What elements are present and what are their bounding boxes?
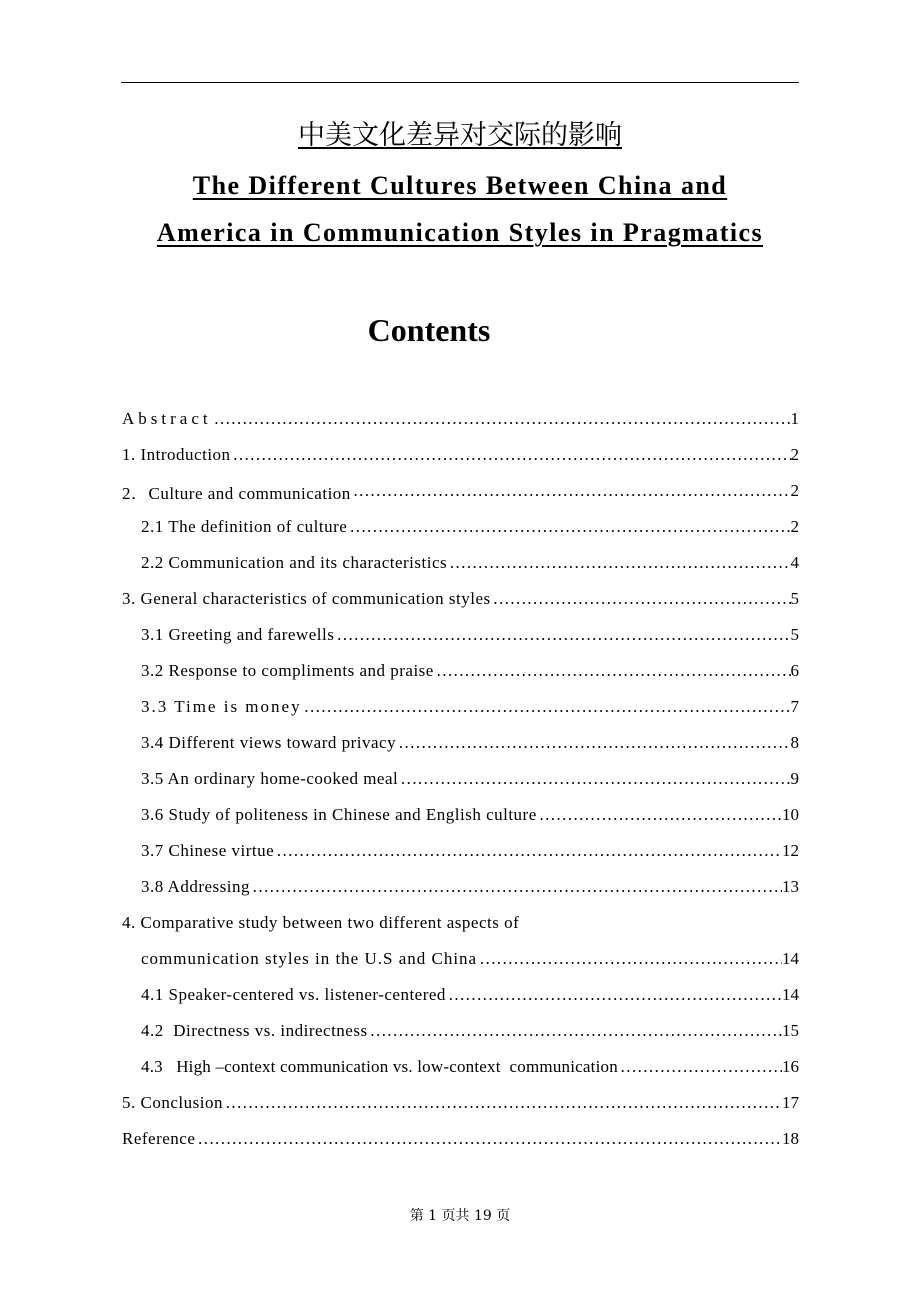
toc-entry-label: 2.2 Communication and its characteristics: [141, 553, 448, 572]
toc-entry-label: 3.7 Chinese virtue: [141, 841, 275, 860]
toc-entry-response-to-compliments[interactable]: [141, 653, 799, 689]
toc-page-number: 4: [790, 553, 799, 572]
toc-page-number: 17: [782, 1093, 799, 1112]
toc-dot-leader: [274, 841, 782, 861]
toc-dot-leader: [396, 733, 790, 753]
toc-entry-views-toward-privacy[interactable]: [141, 725, 799, 761]
toc-entry-label: 2．Culture and communication: [122, 483, 351, 503]
toc-page-number: 8: [790, 733, 799, 752]
contents-heading: Contents: [367, 312, 491, 348]
toc-page-number: 15: [782, 1021, 799, 1040]
toc-dot-leader: [212, 409, 791, 429]
toc-dot-leader: [351, 481, 791, 501]
toc-entry-chinese-virtue[interactable]: [141, 833, 799, 869]
toc-entry-abstract[interactable]: [122, 401, 799, 437]
toc-entry-speaker-vs-listener[interactable]: [141, 977, 799, 1013]
toc-entry-label: communication styles in the U.S and China: [141, 949, 478, 968]
chinese-title-text: 中美文化差异对交际的影响: [298, 120, 622, 151]
toc-dot-leader: [477, 949, 782, 969]
toc-dot-leader: [434, 661, 791, 681]
english-title-line-1: [0, 166, 920, 206]
toc-entry-label: 5. Conclusion: [122, 1093, 223, 1112]
toc-entry-comparative-study[interactable]: [122, 905, 799, 941]
toc-entry-high-vs-low-context[interactable]: [141, 1049, 799, 1085]
toc-dot-leader: [368, 1021, 782, 1041]
toc-page-number: 10: [782, 805, 799, 824]
toc-dot-leader: [618, 1057, 782, 1077]
toc-dot-leader: [398, 769, 790, 789]
chinese-title: [0, 114, 920, 158]
toc-dot-leader: [250, 877, 782, 897]
toc-entry-label: 3.8 Addressing: [141, 877, 250, 896]
english-title-line-1-text: The Different Cultures Between China and: [192, 171, 728, 200]
header-rule: [121, 82, 799, 83]
toc-page-number: 12: [782, 841, 799, 860]
toc-entry-label: 4.3 High –context communication vs. low-context communication: [141, 1057, 618, 1076]
toc-entry-label: 3.1 Greeting and farewells: [141, 625, 335, 644]
toc-entry-label: Reference: [122, 1129, 196, 1148]
toc-entry-communication-characteristics[interactable]: [141, 545, 799, 581]
toc-entry-general-characteristics[interactable]: [122, 581, 799, 617]
toc-dot-leader: [537, 805, 782, 825]
toc-entry-comparative-study-continued[interactable]: [141, 941, 799, 977]
toc-page-number: 2: [790, 481, 799, 500]
toc-entry-label: 3.6 Study of politeness in Chinese and English culture: [141, 805, 537, 824]
toc-page-number: 9: [790, 769, 799, 788]
toc-dot-leader: [334, 625, 790, 645]
toc-entry-study-of-politeness[interactable]: [141, 797, 799, 833]
toc-entry-home-cooked-meal[interactable]: [141, 761, 799, 797]
toc-dot-leader: [223, 1093, 782, 1113]
toc-entry-label: 3.4 Different views toward privacy: [141, 733, 397, 752]
toc-entry-label: 4. Comparative study between two different aspects of: [122, 913, 520, 932]
toc-entry-label: 4.2 Directness vs. indirectness: [141, 1021, 368, 1040]
toc-page-number: 2: [790, 445, 799, 464]
toc-page-number: 2: [790, 517, 799, 536]
toc-dot-leader: [446, 985, 782, 1005]
english-title-line-2-text: America in Communication Styles in Pragmatics: [156, 218, 764, 247]
toc-entry-label: 3.5 An ordinary home-cooked meal: [141, 769, 399, 788]
toc-page-number: 1: [790, 409, 799, 428]
toc-entry-addressing[interactable]: [141, 869, 799, 905]
toc-page-number: 5: [790, 625, 799, 644]
toc-page-number: 13: [782, 877, 799, 896]
toc-entry-greeting-and-farewells[interactable]: [141, 617, 799, 653]
toc-dot-leader: [302, 697, 791, 717]
toc-entry-definition-of-culture[interactable]: [141, 509, 799, 545]
toc-page-number: 6: [790, 661, 799, 680]
toc-page-number: 14: [782, 985, 799, 1004]
toc-entry-label: 3.2 Response to compliments and praise: [141, 661, 434, 680]
toc-dot-leader: [447, 553, 790, 573]
toc-entry-label: 4.1 Speaker-centered vs. listener-centered: [141, 985, 446, 1004]
toc-entry-label: 3.3 Time is money: [141, 697, 302, 716]
toc-entry-label: 3. General characteristics of communication styles: [122, 589, 491, 608]
page-footer: 第 1 页共 19 页: [409, 1208, 511, 1224]
toc-entry-label: Abstract: [122, 409, 212, 428]
toc-page-number: 16: [782, 1057, 799, 1076]
toc-entry-label: 2.1 The definition of culture: [141, 517, 348, 536]
toc-dot-leader: [195, 1129, 782, 1149]
toc-dot-leader: [491, 589, 791, 609]
toc-entry-directness-vs-indirectness[interactable]: [141, 1013, 799, 1049]
toc-page-number: 7: [790, 697, 799, 716]
toc-entry-culture-and-communication[interactable]: [122, 473, 799, 509]
toc-page-number: 18: [782, 1129, 799, 1148]
toc-page-number: 14: [782, 949, 799, 968]
toc-dot-leader: [231, 445, 791, 465]
toc-entry-introduction[interactable]: [122, 437, 799, 473]
toc-entry-time-is-money[interactable]: [141, 689, 799, 725]
toc-dot-leader: [347, 517, 790, 537]
toc-entry-label: 1. Introduction: [122, 445, 231, 464]
english-title-line-2: [0, 213, 920, 253]
toc-page-number: 5: [790, 589, 799, 608]
toc-entry-reference[interactable]: [122, 1121, 799, 1157]
toc-entry-conclusion[interactable]: [122, 1085, 799, 1121]
